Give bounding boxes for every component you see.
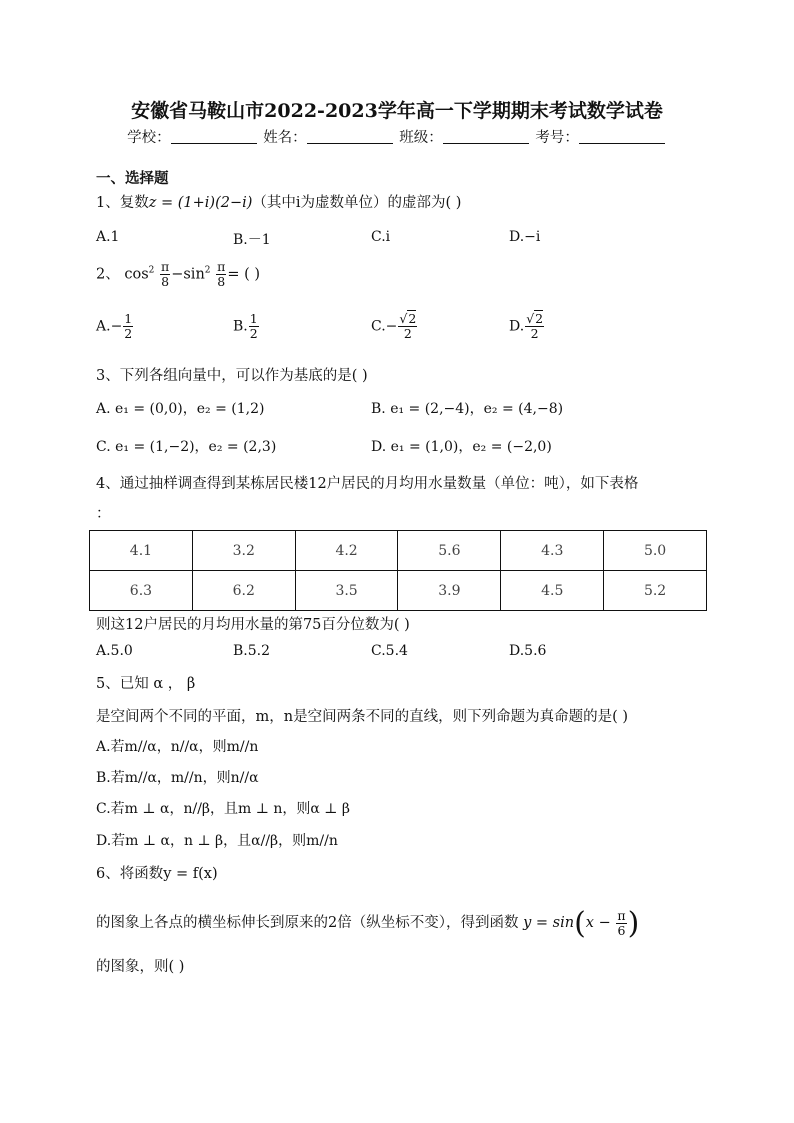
q2-c-frac [398,312,417,341]
q6-right-paren: ) [627,906,640,941]
q2-option-d[interactable] [509,312,545,341]
table-cell: 4.3 [501,531,604,571]
q1-option-a[interactable]: A.1 [96,229,120,245]
q2-c-letter: C. [371,318,386,335]
q2-b-frac [249,312,259,341]
table-cell: 4.1 [90,531,193,571]
q5-option-d[interactable]: D.若m ⊥ α，n ⊥ β，且α//β，则m//n [96,833,338,849]
q2-sin: sin [183,266,205,283]
q2-fraction-2 [216,260,226,289]
q1-option-d[interactable]: D.−i [509,229,541,245]
q2-b-den: 2 [249,325,258,341]
q3-option-b[interactable]: B. e₁ = (2,−4)，e₂ = (4,−8) [371,401,564,417]
q2-frac1-den: 8 [161,273,170,289]
question-5-line-2: 是空间两个不同的平面，m，n是空间两条不同的直线，则下列命题为真命题的是( ) [96,709,629,725]
q1-prefix: 复数 [119,195,149,211]
name-blank[interactable] [307,129,393,144]
q2-d-den: 2 [530,325,539,341]
q2-cos: cos [124,266,149,283]
q2-frac2-den: 8 [217,273,226,289]
section-title: 一、选择题 [96,170,169,187]
q1-suffix: （其中i为虚数单位）的虚部为( ) [252,195,462,211]
q6-frac-den: 6 [617,922,626,938]
question-5-line-1: 5、已知 α ， β [96,676,196,692]
q3-option-d[interactable]: D. e₁ = (1,0)，e₂ = (−2,0) [371,439,552,455]
student-info-line [0,126,794,147]
q2-a-frac [123,312,133,341]
q2-d-frac [525,312,544,341]
table-cell: 4.2 [295,531,398,571]
q2-number: 2、 [96,266,120,283]
q2-c-den: 2 [403,325,412,341]
table-cell: 5.6 [398,531,501,571]
q4-colon: ： [96,506,111,522]
table-cell: 3.9 [398,571,501,611]
water-usage-table [89,530,707,611]
class-blank[interactable] [443,129,529,144]
q2-tail: = ( ) [227,266,261,283]
q2-option-b[interactable] [233,312,260,341]
q6-expr-a: y = sin [523,915,575,931]
question-6-line-2 [96,906,639,941]
q1-expression: z = (1+i)(2−i) [148,195,253,211]
q1-number: 1、 [96,195,120,211]
q4-option-d[interactable]: D.5.6 [509,643,547,659]
q2-fraction-1 [160,260,170,289]
class-label: 班级： [399,130,443,146]
table-cell: 5.0 [604,531,707,571]
question-4: 4、通过抽样调查得到某栋居民楼12户居民的月均用水量数量（单位：吨），如下表格 [96,476,639,492]
q4-option-c[interactable]: C.5.4 [371,643,408,659]
q2-sup-1: 2 [148,265,155,276]
q5-option-a[interactable]: A.若m//α，n//α，则m//n [96,739,259,755]
q2-frac2-num: π [217,259,226,274]
q6-frac-num: π [617,907,626,923]
q3-option-a[interactable]: A. e₁ = (0,0)，e₂ = (1,2) [96,401,265,417]
table-cell: 4.5 [501,571,604,611]
school-blank[interactable] [171,129,257,144]
q2-b-letter: B. [233,318,248,335]
q6-left-paren: ( [574,906,586,941]
exam-number-blank[interactable] [579,129,665,144]
q5-option-b[interactable]: B.若m//α，m//n，则n//α [96,770,259,786]
q2-a-num: 1 [124,311,133,326]
table-cell: 6.3 [90,571,193,611]
q2-c-minus: − [385,318,398,335]
q2-option-c[interactable] [371,312,418,341]
q2-a-den: 2 [124,325,133,341]
school-label: 学校： [127,130,171,146]
table-row [90,531,707,571]
question-3: 3、下列各组向量中，可以作为基底的是( ) [96,368,368,384]
q2-d-num: √2 [526,311,544,326]
q4-option-a[interactable]: A.5.0 [96,643,133,659]
q2-b-num: 1 [249,311,258,326]
name-label: 姓名： [263,130,307,146]
q2-d-letter: D. [509,318,525,335]
exam-number-label: 考号： [535,130,579,146]
q2-option-a[interactable] [96,312,134,341]
q6-prefix: 的图象上各点的横坐标伸长到原来的2倍（纵坐标不变），得到函数 [96,915,519,931]
question-6-line-1: 6、将函数y = f(x) [96,866,218,882]
q4-option-b[interactable]: B.5.2 [233,643,271,659]
q1-option-c[interactable]: C.i [371,229,391,245]
q2-c-radicand: 2 [408,311,417,326]
q5-option-c[interactable]: C.若m ⊥ α，n//β，且m ⊥ n，则α ⊥ β [96,801,350,817]
q2-d-radicand: 2 [535,311,544,326]
question-1 [96,191,461,212]
q2-minus: − [171,266,184,283]
table-cell: 5.2 [604,571,707,611]
table-cell: 3.5 [295,571,398,611]
table-cell: 6.2 [192,571,295,611]
q2-frac1-num: π [160,259,170,274]
q6-expr-b: x − [585,915,611,931]
page-title: 安徽省马鞍山市2022-2023学年高一下学期期末考试数学试卷 [131,100,663,122]
table-row [90,571,707,611]
q1-option-b[interactable]: B.－1 [233,232,271,248]
table-cell: 3.2 [192,531,295,571]
q2-sup-2: 2 [204,265,211,276]
q3-option-c[interactable]: C. e₁ = (1,−2)，e₂ = (2,3) [96,439,277,455]
q2-a-minus: − [110,318,123,335]
q4-question: 则这12户居民的月均用水量的第75百分位数为( ) [96,617,410,633]
q2-a-letter: A. [96,318,111,335]
q6-fraction [616,909,626,938]
q2-c-num: √2 [399,311,417,326]
question-2 [96,260,260,289]
question-6-line-3: 的图象，则( ) [96,959,185,975]
